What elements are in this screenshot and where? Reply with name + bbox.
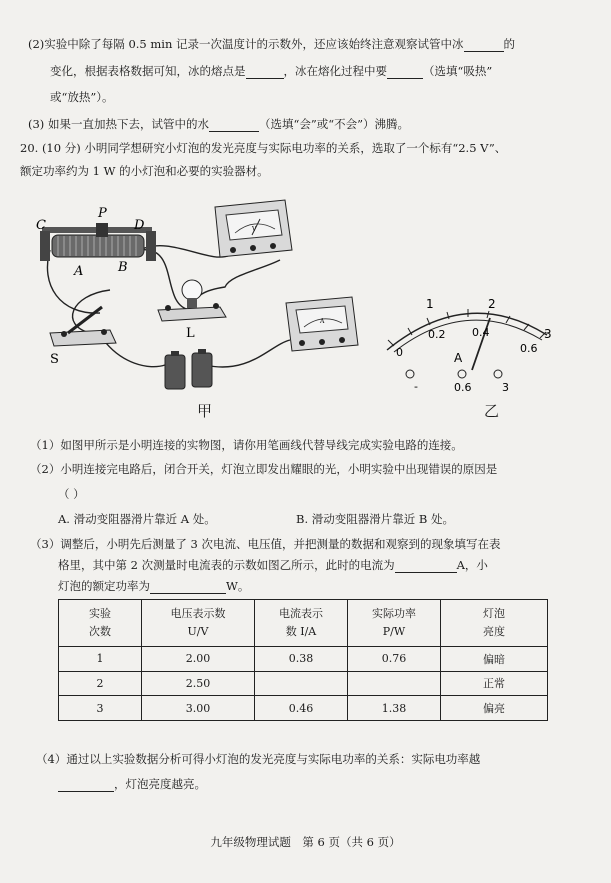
- answer-blank-current[interactable]: [395, 559, 457, 573]
- dial-top-label-2: 2: [488, 297, 496, 311]
- dial-bottom-label-04: 0.4: [472, 326, 490, 339]
- answer-blank[interactable]: [387, 65, 423, 79]
- table-row: [59, 671, 548, 696]
- cell-trial: 2: [59, 671, 142, 696]
- table-header-row: [59, 600, 548, 647]
- q20-intro-line1: 20. (10 分) 小明同学想研究小灯泡的发光亮度与实际电功率的关系，选取了一个标有“2.5 V”、: [20, 141, 507, 155]
- ammeter: [286, 297, 358, 351]
- q20-sub3-text2a: 格里，其中第 2 次测量时电流表的示数如图乙所示，此时的电流为: [58, 558, 395, 572]
- q19-part3-text-b: （选填“会”或“不会”）沸腾。: [258, 117, 409, 131]
- q19-part2-text1-end: 的: [503, 37, 516, 51]
- measurement-table: [58, 599, 548, 721]
- cell-current: 0.46: [255, 696, 348, 721]
- q19-part2-line3: 或“放热”）。: [50, 90, 114, 104]
- q20-sub3-line3: [58, 578, 249, 594]
- table-row: [59, 647, 548, 672]
- q20-sub3-text3a: 灯泡的额定功率为: [58, 579, 150, 593]
- q20-sub2: （2）小明连接完电路后，闭合开关，灯泡立即发出耀眼的光，小明实验中出现错误的原因是: [30, 462, 498, 476]
- q20-sub2-answer-paren[interactable]: （ ）: [58, 487, 85, 501]
- q20-sub4-line1: （4）通过以上实验数据分析可得小灯泡的发光亮度与实际电功率的关系：实际电功率越: [36, 752, 481, 766]
- dial-bottom-label-06: 0.6: [520, 342, 538, 355]
- dial-unit: A: [454, 351, 463, 365]
- battery-pair: [165, 349, 212, 389]
- cell-brightness: 正常: [441, 671, 548, 696]
- header-brightness: 灯泡 亮度: [441, 600, 548, 647]
- dial-top-label-1: 1: [426, 297, 434, 311]
- terminal-negative: [406, 370, 414, 378]
- q19-part3-text-a: (3) 如果一直加热下去，试管中的水: [28, 117, 209, 131]
- dial-bottom-label-0: 0: [396, 346, 403, 359]
- terminal-0-6: [458, 370, 466, 378]
- terminal-label-negative: -: [414, 380, 418, 393]
- rheostat-label-p: P: [98, 206, 107, 221]
- q20-sub3-line2: [58, 557, 488, 573]
- dial-top-label-3: 3: [544, 327, 552, 341]
- cell-trial: 1: [59, 647, 142, 672]
- cell-voltage: 3.00: [142, 696, 255, 721]
- q19-part2-text2b: ，冰在熔化过程中要: [283, 64, 387, 78]
- q20-sub4-line2: [58, 776, 206, 792]
- figure-caption-jia: 甲: [197, 402, 213, 420]
- cell-power[interactable]: [348, 671, 441, 696]
- q19-part2-text1: (2)实验中除了每隔 0.5 min 记录一次温度计的示数外，还应该始终注意观察试管中冰: [28, 37, 464, 51]
- q20-sub4-text2: ，灯泡亮度越亮。: [114, 777, 206, 791]
- rheostat-label-c: C: [36, 218, 46, 233]
- wire: [47, 250, 100, 313]
- q19-part2-text2c: （选填“吸热”: [423, 64, 493, 78]
- figure-caption-yi: 乙: [484, 402, 500, 420]
- q19-part2-line2: [50, 63, 492, 79]
- q20-sub2-option-a: A. 滑动变阻器滑片靠近 A 处。: [58, 512, 216, 526]
- answer-blank-rated-power[interactable]: [150, 580, 226, 594]
- q19-part2-line1: [28, 36, 515, 52]
- q20-sub1: （1）如图甲所示是小明连接的实物图，请你用笔画线代替导线完成实验电路的连接。: [30, 438, 463, 452]
- rheostat-label-a: A: [74, 264, 84, 279]
- table-row: [59, 696, 548, 721]
- q20-sub3-text2b: A，小: [456, 558, 488, 572]
- cell-voltage: 2.00: [142, 647, 255, 672]
- cell-current: 0.38: [255, 647, 348, 672]
- terminal-3: [494, 370, 502, 378]
- header-trial: 实验 次数: [59, 600, 142, 647]
- switch: [50, 307, 116, 346]
- cell-brightness: 偏亮: [441, 696, 548, 721]
- voltmeter-letter: V: [252, 226, 257, 233]
- header-current: 电流表示 数 I/A: [255, 600, 348, 647]
- ammeter-letter: A: [320, 318, 325, 325]
- q19-part3-line: [28, 116, 409, 132]
- cell-current[interactable]: [255, 671, 348, 696]
- ammeter-dial-figure: [372, 290, 562, 400]
- lamp-label: L: [186, 326, 195, 341]
- cell-power: 0.76: [348, 647, 441, 672]
- lamp: [158, 280, 226, 321]
- header-voltage: 电压表示数 U/V: [142, 600, 255, 647]
- switch-label: S: [50, 352, 59, 367]
- cell-trial: 3: [59, 696, 142, 721]
- voltmeter: [215, 200, 292, 257]
- q20-sub3-line1: （3）调整后，小明先后测量了 3 次电流、电压值，并把测量的数据和观察到的现象填写在表: [30, 537, 501, 551]
- dial-bottom-label-02: 0.2: [428, 328, 446, 341]
- rheostat-label-d: D: [134, 218, 145, 233]
- cell-brightness: 偏暗: [441, 647, 548, 672]
- terminal-label-3: 3: [502, 381, 509, 394]
- q20-sub3-text3b: W。: [226, 579, 250, 593]
- cell-voltage: 2.50: [142, 671, 255, 696]
- terminal-label-0-6: 0.6: [454, 381, 472, 394]
- answer-blank-power[interactable]: [58, 778, 114, 792]
- rheostat-label-b: B: [118, 260, 128, 275]
- answer-blank[interactable]: [209, 118, 259, 132]
- q20-intro-line2: 额定功率约为 1 W 的小灯泡和必要的实验器材。: [20, 164, 269, 178]
- answer-blank[interactable]: [464, 38, 504, 52]
- answer-blank[interactable]: [246, 65, 284, 79]
- q20-sub2-option-b: B. 滑动变阻器滑片靠近 B 处。: [296, 512, 455, 526]
- page-footer: 九年级物理试题 第 6 页（共 6 页）: [210, 835, 401, 849]
- circuit-apparatus-figure: [30, 195, 370, 420]
- cell-power: 1.38: [348, 696, 441, 721]
- q19-part2-text2a: 变化，根据表格数据可知，冰的熔点是: [50, 64, 246, 78]
- header-power: 实际功率 P/W: [348, 600, 441, 647]
